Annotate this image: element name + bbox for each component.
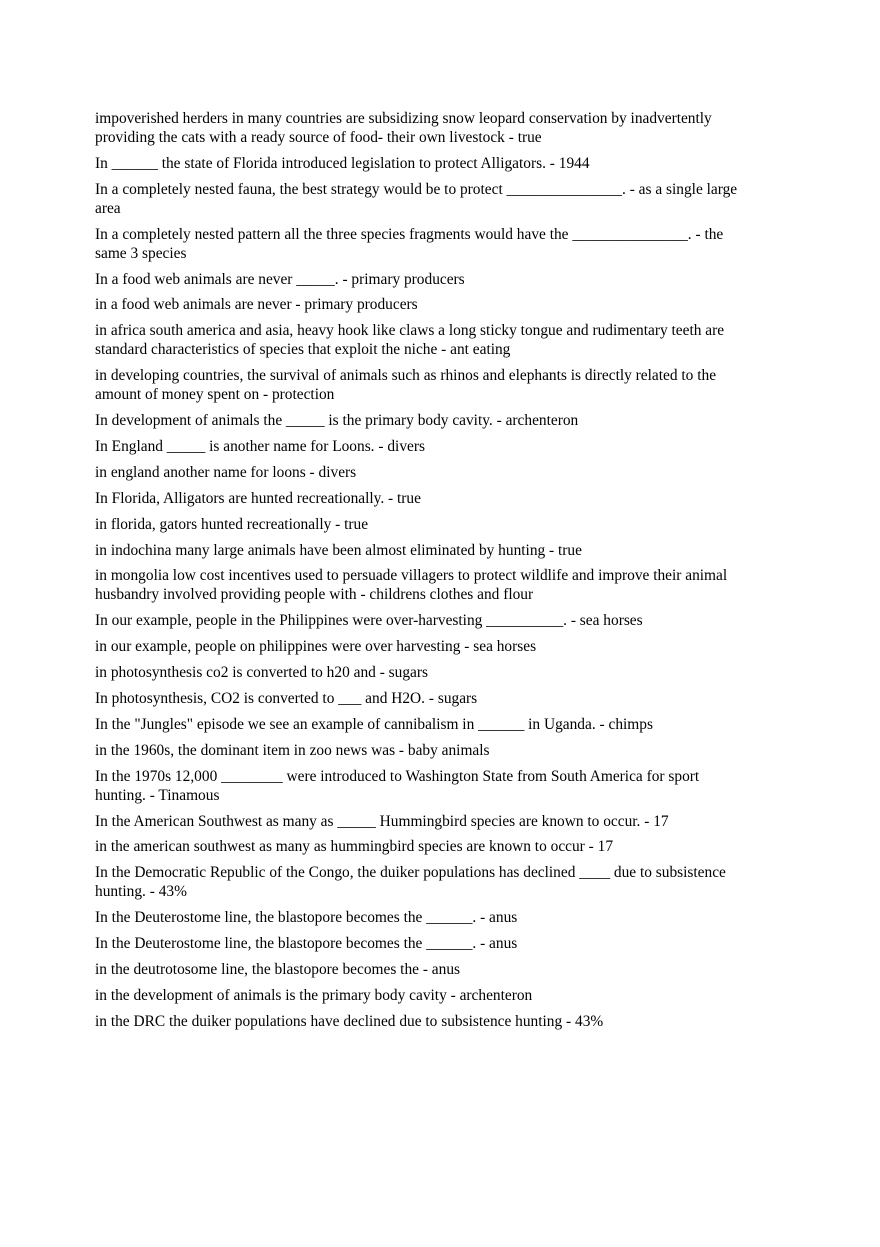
flashcard-entry: in a food web animals are never - primary producers: [95, 296, 418, 314]
flashcard-entry: In our example, people in the Philippines were over-harvesting __________. - sea horses: [95, 612, 643, 630]
flashcard-entry: In England _____ is another name for Loons. - divers: [95, 438, 425, 456]
flashcard-entry: in the DRC the duiker populations have declined due to subsistence hunting - 43%: [95, 1012, 604, 1030]
flashcard-entry: in the development of animals is the primary body cavity - archenteron: [95, 986, 533, 1004]
flashcard-entry: In a food web animals are never _____. - primary producers: [95, 270, 465, 288]
flashcard-entry: In ______ the state of Florida introduced legislation to protect Alligators. - 1944: [95, 154, 590, 172]
flashcard-entry: In the Deuterostome line, the blastopore becomes the ______. - anus: [95, 909, 518, 927]
document-body: [95, 109, 745, 1038]
flashcard-entry: in indochina many large animals have been almost eliminated by hunting - true: [95, 541, 582, 559]
flashcard-entry: In the 1970s 12,000 ________ were introduced to Washington State from South America for sport hunting. - Tinamous: [95, 767, 700, 804]
flashcard-entry: In Florida, Alligators are hunted recreationally. - true: [95, 489, 421, 507]
flashcard-entry: In the Democratic Republic of the Congo, the duiker populations has declined ____ due to subsistence hunting. - 43%: [95, 864, 726, 901]
flashcard-entry: In development of animals the _____ is the primary body cavity. - archenteron: [95, 412, 579, 430]
flashcard-entry: In a completely nested pattern all the three species fragments would have the _______________. - the same 3 species: [95, 225, 724, 262]
flashcard-entry: In the American Southwest as many as _____ Hummingbird species are known to occur. - 17: [95, 812, 669, 830]
flashcard-entry: in africa south america and asia, heavy hook like claws a long sticky tongue and rudimentary teeth are standard characteristics of species that exploit the niche - ant eating: [95, 322, 725, 359]
flashcard-entry: in the 1960s, the dominant item in zoo news was - baby animals: [95, 741, 490, 759]
flashcard-entry: in the deutrotosome line, the blastopore becomes the - anus: [95, 961, 461, 979]
flashcard-entry: In photosynthesis, CO2 is converted to ___ and H2O. - sugars: [95, 690, 478, 708]
flashcard-entry: In the "Jungles" episode we see an example of cannibalism in ______ in Uganda. - chimps: [95, 715, 653, 733]
flashcard-entry: In a completely nested fauna, the best strategy would be to protect _______________. - as a single large area: [95, 180, 738, 217]
flashcard-entry: In the Deuterostome line, the blastopore becomes the ______. - anus: [95, 935, 518, 953]
flashcard-entry: in england another name for loons - divers: [95, 463, 357, 481]
flashcard-entry: in developing countries, the survival of animals such as rhinos and elephants is directly related to the amount of money spent on - protection: [95, 367, 717, 404]
flashcard-entry: in the american southwest as many as hummingbird species are known to occur - 17: [95, 838, 614, 856]
flashcard-entry: in mongolia low cost incentives used to persuade villagers to protect wildlife and improve their animal husbandry involved providing people with - childrens clothes and flour: [95, 567, 728, 604]
flashcard-entry: impoverished herders in many countries are subsidizing snow leopard conservation by inadvertently providing the cats with a ready source of food- their own livestock - true: [95, 110, 712, 146]
flashcard-entry: in florida, gators hunted recreationally - true: [95, 515, 369, 533]
flashcard-entry: in photosynthesis co2 is converted to h20 and - sugars: [95, 664, 428, 682]
flashcard-entry: in our example, people on philippines were over harvesting - sea horses: [95, 638, 537, 656]
